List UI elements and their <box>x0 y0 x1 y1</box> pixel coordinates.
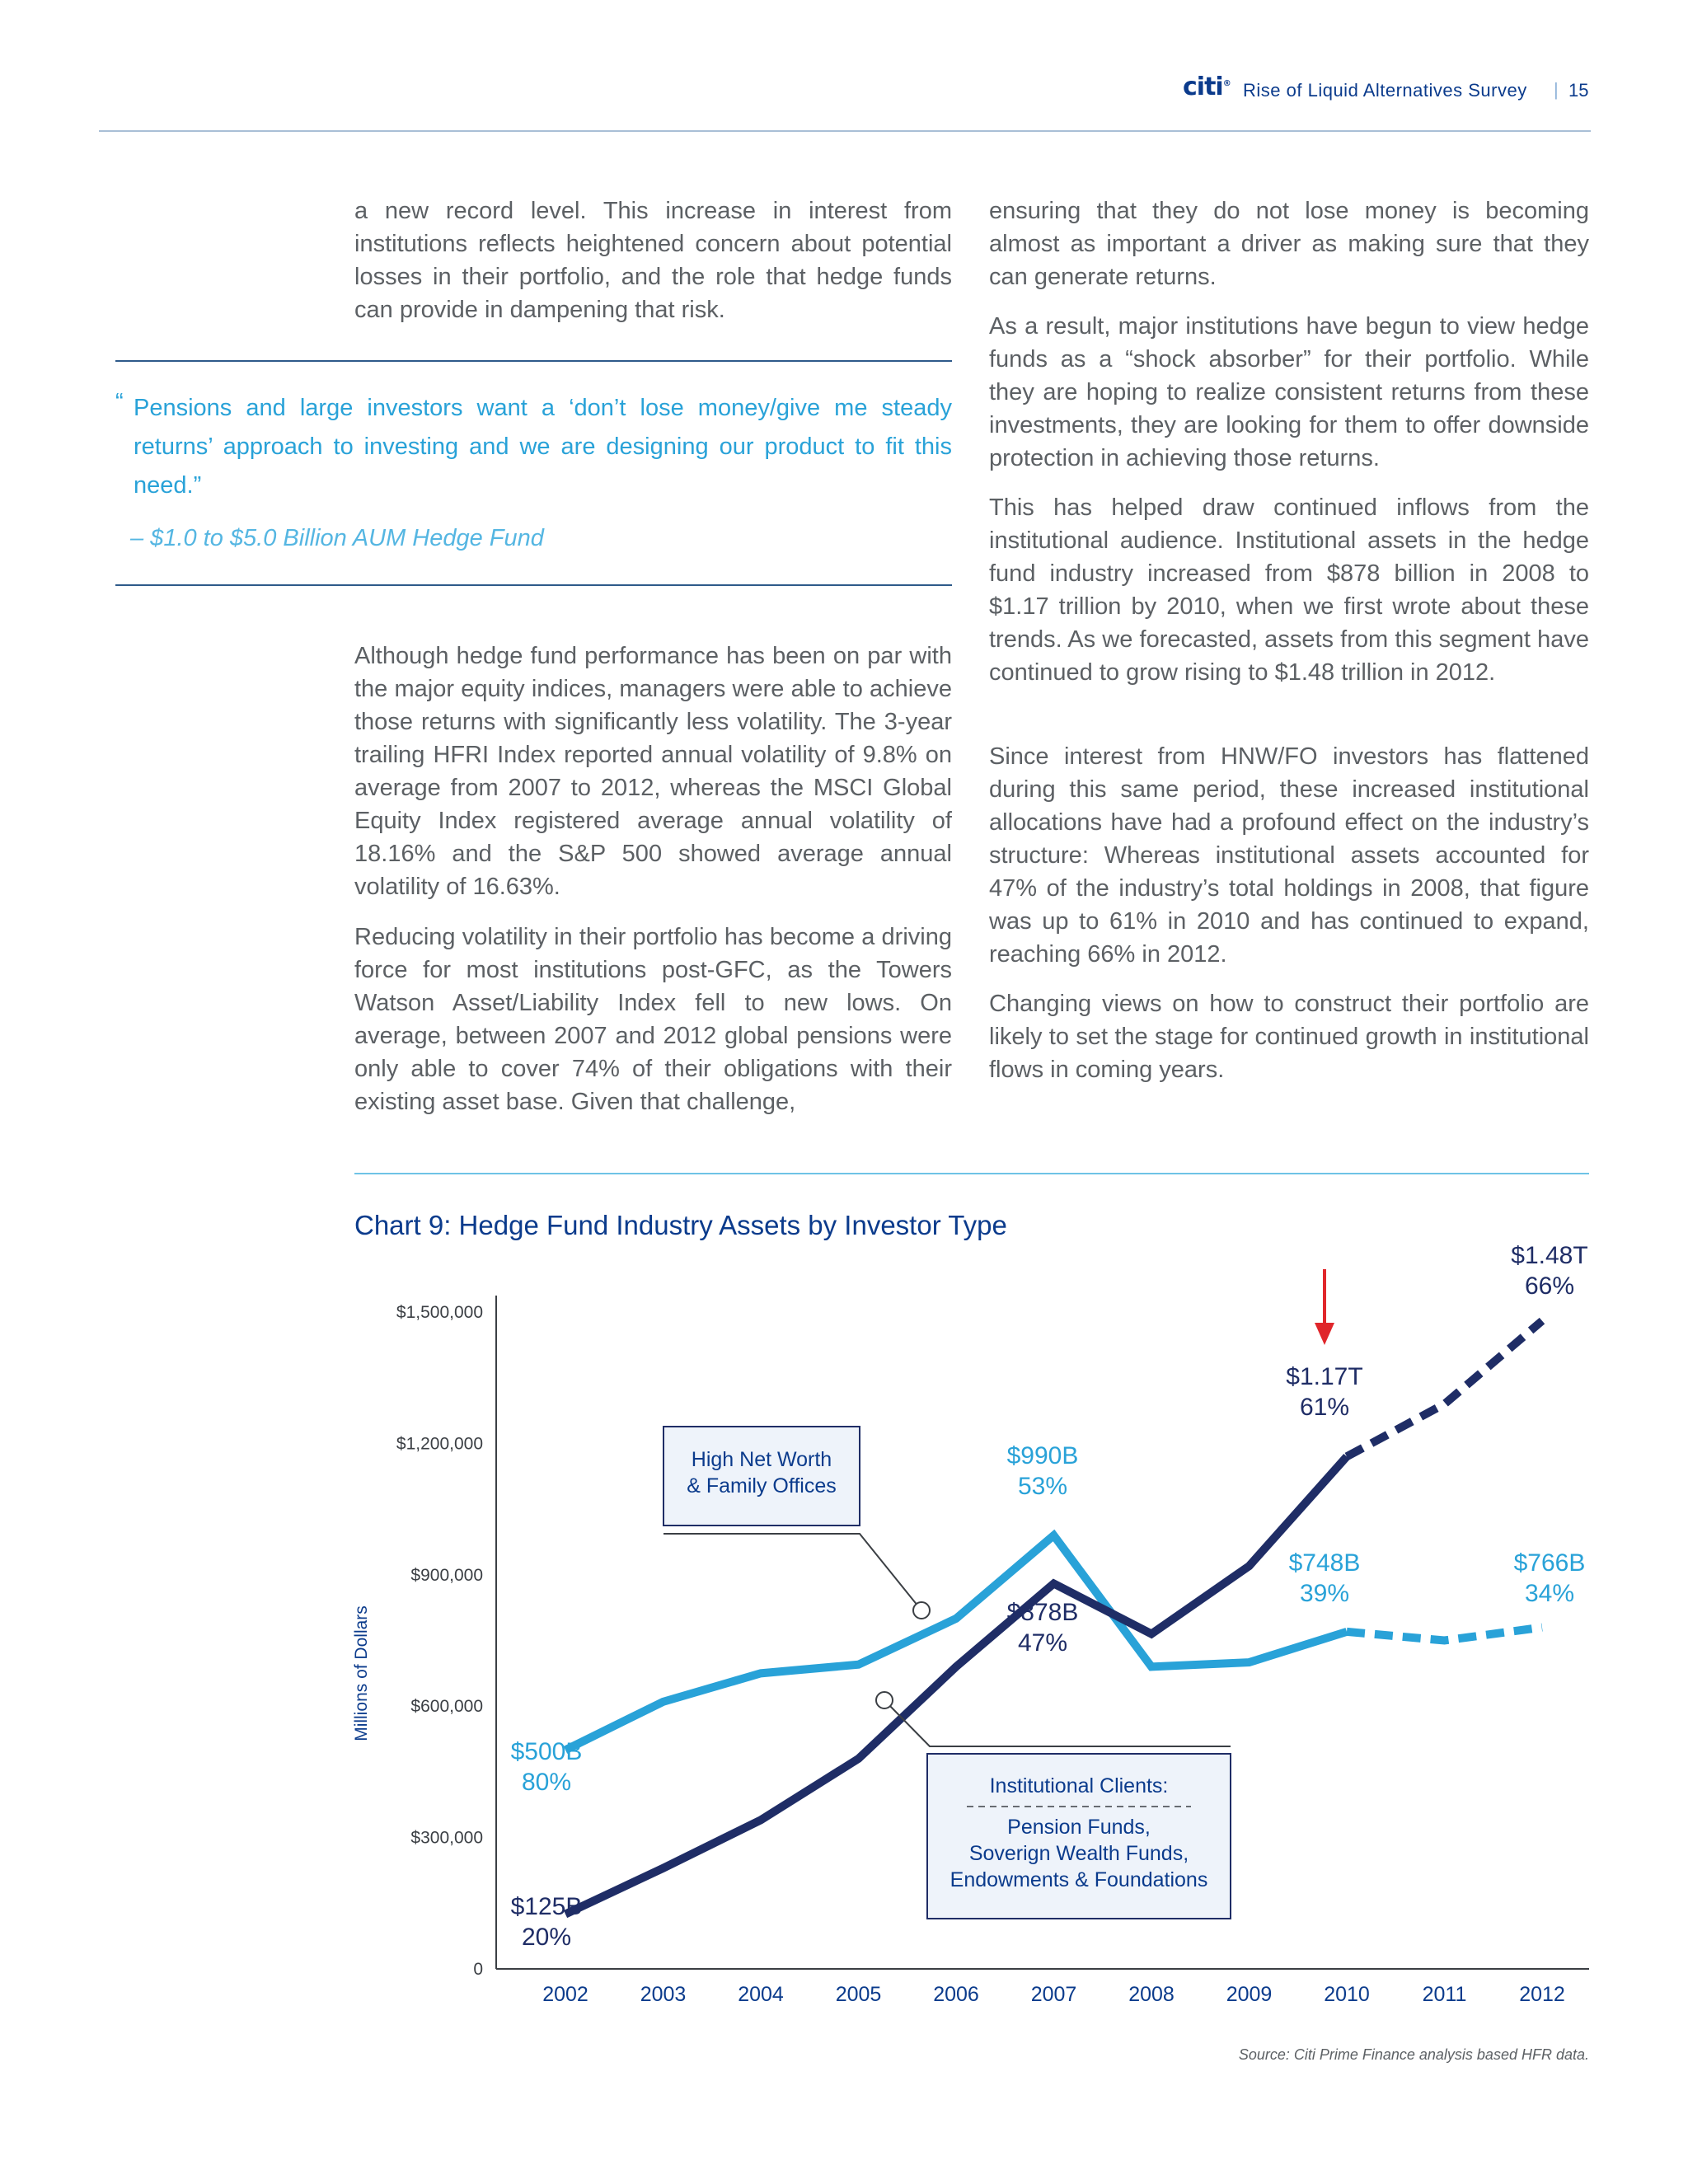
right-paragraph-3: This has helped draw continued inflows from the institutional audience. Institutional assets in the hedge fund industry increased from $878 billion in 2008 to $1.17 trillion by 2010, when we first wrote about these trends. As we forecasted, assets from this segment have continued to grow rising to $1.48 trillion in 2012. <box>989 494 1589 686</box>
x-tick-label: 2011 <box>1422 1983 1467 2006</box>
x-tick-label: 2009 <box>1226 1983 1273 2006</box>
report-title: Rise of Liquid Alternatives Survey <box>1243 80 1527 101</box>
quote-open-mark: “ <box>115 389 124 415</box>
inst-2012-value-label: $1.48T <box>1511 1242 1588 1269</box>
hnw-callout-line-2: & Family Offices <box>687 1474 837 1497</box>
x-tick-label: 2007 <box>1030 1983 1077 2006</box>
hnw-2012-value-label: $766B <box>1513 1549 1586 1577</box>
inst-2002-value-label: $125B <box>510 1893 583 1920</box>
inst-2010-value-label: $1.17T <box>1286 1363 1363 1390</box>
inst-series-forecast-line <box>1347 1321 1542 1457</box>
inst-callout-header: Institutional Clients: <box>989 1774 1169 1797</box>
inst-2012-pct-label: 66% <box>1524 1272 1575 1300</box>
source-note: Source: Citi Prime Finance analysis based HFR data. <box>1238 2046 1589 2063</box>
inst-2010-pct-label: 61% <box>1299 1394 1350 1421</box>
left-paragraph-2: Although hedge fund performance has been on par with the major equity indices, managers were able to achieve those returns with significantly less volatility. The 3-year trailing HFRI Index reported annual volatility of 9.8% on average from 2007 to 2012, whereas the MSCI Global Equity Index registered average annual volatility of 18.16% and the S&P 500 showed average annual volatility of 16.63%. <box>354 643 952 900</box>
x-tick-label: 2005 <box>835 1983 882 2006</box>
quote-attribution: – $1.0 to $5.0 Billion AUM Hedge Fund <box>130 525 544 551</box>
right-paragraph-5: Changing views on how to construct their portfolio are likely to set the stage for continued growth in institutional flows in coming years. <box>989 991 1589 1083</box>
inst-callout-line-1: Pension Funds, <box>1007 1816 1151 1839</box>
chart-title: Chart 9: Hedge Fund Industry Assets by Investor Type <box>354 1210 1007 1240</box>
x-tick-label: 2003 <box>640 1983 687 2006</box>
x-tick-label: 2004 <box>738 1983 784 2006</box>
citi-logo: citi® <box>1183 73 1231 101</box>
arrow-head-icon <box>1315 1323 1334 1345</box>
x-tick-label: 2010 <box>1324 1983 1370 2006</box>
right-paragraph-4: Since interest from HNW/FO investors has flattened during this same period, these increased institutional allocations have had a profound effect on the industry’s structure: Whereas institutional assets accounted for 47% of the industry’s total holdings in 2008, that figure was up to 61% in 2010 and has continued to expand, reaching 66% in 2012. <box>989 743 1589 968</box>
inst-2008-pct-label: 47% <box>1017 1629 1068 1657</box>
y-tick-label: $1,500,000 <box>396 1303 483 1322</box>
hnw-callout-marker <box>913 1602 930 1619</box>
pull-quote: Pensions and large investors want a ‘don’t lose money/give me steady returns’ approach to investing and we are designing our product to fit this need.” <box>134 395 952 499</box>
right-paragraph-1: ensuring that they do not lose money is becoming almost as important a driver as making sure that they can generate returns. <box>989 198 1589 290</box>
y-tick-label: $300,000 <box>410 1828 483 1848</box>
y-tick-label: $900,000 <box>410 1565 483 1585</box>
x-tick-label: 2006 <box>933 1983 979 2006</box>
y-tick-label: $1,200,000 <box>396 1434 483 1454</box>
inst-callout-line-2: Soverign Wealth Funds, <box>968 1842 1189 1865</box>
hnw-callout-line-1: High Net Worth <box>691 1448 832 1471</box>
hnw-2012-pct-label: 34% <box>1524 1580 1575 1607</box>
left-paragraph-3: Reducing volatility in their portfolio has become a driving force for most institutions post-GFC, as the Towers Watson Asset/Liability Index fell to new lows. On average, between 2007 and 2012 global pensions were only able to cover 74% of their obligations with their existing asset base. Given that challenge, <box>354 924 952 1115</box>
hnw-2007-pct-label: 53% <box>1017 1473 1068 1500</box>
hnw-series-forecast-line <box>1347 1628 1542 1641</box>
hnw-callout-leader <box>663 1534 921 1610</box>
left-paragraph-1: a new record level. This increase in interest from institutions reflects heightened concern about potential losses in their portfolio, and the role that hedge funds can provide in dampening that risk. <box>354 198 952 323</box>
x-tick-label: 2012 <box>1519 1983 1565 2006</box>
page-number: 15 <box>1568 80 1589 101</box>
y-tick-label: 0 <box>473 1960 483 1979</box>
header-separator: | <box>1554 79 1559 100</box>
inst-callout-line-3: Endowments & Foundations <box>950 1868 1208 1891</box>
y-axis-title: Millions of Dollars <box>352 1605 371 1741</box>
x-tick-label: 2008 <box>1128 1983 1175 2006</box>
right-paragraph-2: As a result, major institutions have begun to view hedge funds as a “shock absorber” for their portfolio. While they are hoping to realize consistent returns from these investments, they are looking for them to offer downside protection in achieving those returns. <box>989 313 1589 471</box>
y-tick-label: $600,000 <box>410 1697 483 1717</box>
x-tick-label: 2002 <box>542 1983 588 2006</box>
hnw-2007-value-label: $990B <box>1006 1442 1079 1469</box>
inst-2002-pct-label: 20% <box>521 1924 572 1951</box>
hnw-2002-value-label: $500B <box>510 1738 583 1765</box>
inst-callout-marker <box>876 1692 893 1708</box>
hnw-series-line <box>565 1535 1350 1750</box>
inst-callout-leader <box>884 1700 1231 1746</box>
hnw-2010-value-label: $748B <box>1288 1549 1361 1577</box>
hnw-2002-pct-label: 80% <box>521 1769 572 1796</box>
hnw-2010-pct-label: 39% <box>1299 1580 1350 1607</box>
inst-2008-value-label: $878B <box>1006 1599 1079 1626</box>
